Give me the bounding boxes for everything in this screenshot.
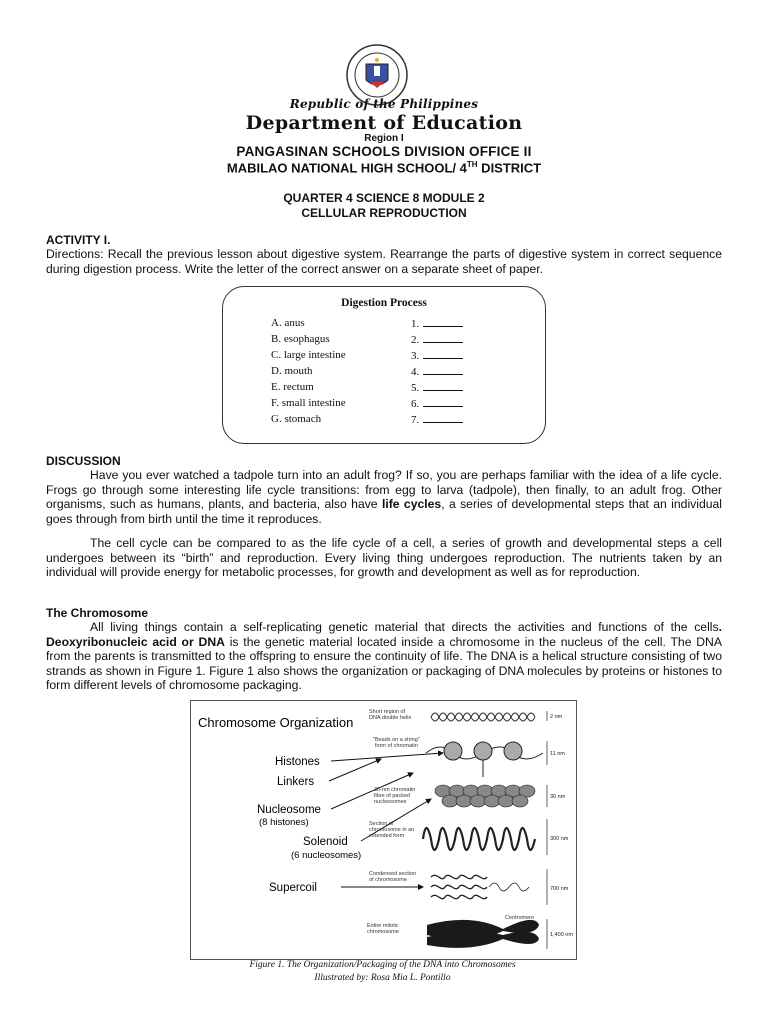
svg-text:chromosome: chromosome [367,929,399,935]
chromosome-heading: The Chromosome [46,606,149,620]
label-linkers: Linkers [277,776,315,788]
mitotic-chromosome [427,920,539,948]
digestion-item: C. large intestine [271,349,346,361]
svg-text:chromosome in an: chromosome in an [369,827,415,833]
label-solenoid-sub: (6 nucleosomes) [291,850,362,861]
condensed-chromosome [431,875,529,898]
svg-text:Section of: Section of [369,821,394,827]
activity-directions: Directions: Recall the previous lesson about digestive system. Rearrange the parts of digestive system in correct sequence during digestion process. Write the letter of the correct answer on a separate sheet of paper. [46,247,722,276]
activity-heading: ACTIVITY I. [46,233,111,247]
module-title: CELLULAR REPRODUCTION [301,206,467,220]
label-supercoil: Supercoil [269,882,317,894]
department-heading: Department of Education [245,112,523,134]
module-number: QUARTER 4 SCIENCE 8 MODULE 2 [283,191,485,205]
chromosome-diagram [191,701,576,959]
answer-blank: 6. [411,397,463,410]
svg-text:"Beads on a string": "Beads on a string" [373,737,420,743]
label-nucleosome: Nucleosome [257,804,321,816]
svg-text:11 nm: 11 nm [550,751,565,757]
figure-caption: Figure 1. The Organization/Packaging of the DNA into Chromosomes [249,960,516,970]
digestion-process-box [222,286,546,444]
label-histones: Histones [275,756,320,768]
digestion-item: A. anus [271,317,305,329]
svg-text:Short region of: Short region of [369,709,406,715]
svg-text:30 nm: 30 nm [550,794,566,800]
republic-heading: Republic of the Philippines [289,97,479,111]
svg-text:300 nm: 300 nm [550,836,569,842]
answer-blank: 1. [411,317,463,330]
answer-blank: 3. [411,349,463,362]
extended-chromosome [423,828,535,850]
svg-text:Condensed section: Condensed section [369,871,417,877]
discussion-paragraph-2: The cell cycle can be compared to as the life cycle of a cell, a series of growth and developmental steps a cell undergoes between its “birth” and reproduction. Every living thing undergoes reproduction. The nutrients taken by an individual will provide energy for metabolic processes, for growth and development as well as for reproduction. [46,536,722,579]
svg-text:Centromere: Centromere [505,915,535,921]
answer-blank: 4. [411,365,463,378]
digestion-item: E. rectum [271,381,314,393]
region-heading: Region I [364,133,404,144]
digestion-title: Digestion Process [341,297,427,309]
figure-credit: Illustrated by: Rosa Mia L. Pontillo [314,973,451,983]
beads-on-string [426,742,543,777]
svg-text:nucleosomes: nucleosomes [374,799,407,805]
svg-text:1,400 nm: 1,400 nm [550,932,573,938]
discussion-paragraph-1: Have you ever watched a tadpole turn into an adult frog? If so, you are perhaps familiar with the idea of a life cycle. Frogs go through some interesting life cycle transitions: from egg to larva (tadpole), then finally, to an adult frog. Other organisms, such as humans, plants, and bacteria, also have life cycles, a series of developmental steps that an individual goes through from birth until the time it reproduces. [46,468,722,526]
svg-text:of chromosome: of chromosome [369,877,407,883]
svg-text:extended form: extended form [369,833,405,839]
svg-text:30-nm chromatin: 30-nm chromatin [374,787,416,793]
chromosome-paragraph: All living things contain a self-replicating genetic material that directs the activities and functions of the cells. Deoxyribonucleic acid or DNA is the genetic material located inside a chromosome in the nucleus of the cell. The DNA from the parents is transmitted to the offspring to ensure the continuity of life. The DNA is a helical structure consisting of two strands as shown in Figure 1. Figure 1 also shows the organization or packaging of DNA molecules by proteins or histones to form different levels of chromosome packaging. [46,620,722,692]
school-heading: MABILAO NATIONAL HIGH SCHOOL/ 4TH DISTRICT [226,160,542,176]
answer-blank: 5. [411,381,463,394]
figure-title: Chromosome Organization [198,715,354,730]
answer-blank: 2. [411,333,463,346]
digestion-item: D. mouth [271,365,313,377]
svg-text:2 nm: 2 nm [550,714,563,720]
chromatin-fibre [435,785,535,807]
chromosome-organization-figure [190,700,577,960]
svg-text:form of chromatin: form of chromatin [375,743,418,749]
discussion-heading: DISCUSSION [46,454,121,468]
digestion-item: B. esophagus [271,333,330,345]
label-nucleosome-sub: (8 histones) [259,817,309,828]
svg-text:700 nm: 700 nm [550,886,569,892]
svg-text:fibre of packed: fibre of packed [374,793,411,799]
division-heading: PANGASINAN SCHOOLS DIVISION OFFICE II [236,144,532,159]
dna-helix [431,713,535,721]
digestion-item: G. stomach [271,413,322,425]
digestion-item: F. small intestine [271,397,346,409]
svg-text:DNA double helix: DNA double helix [369,715,412,721]
label-solenoid: Solenoid [303,836,348,848]
answer-blank: 7. [411,413,463,426]
svg-text:Entire mitotic: Entire mitotic [367,923,399,929]
